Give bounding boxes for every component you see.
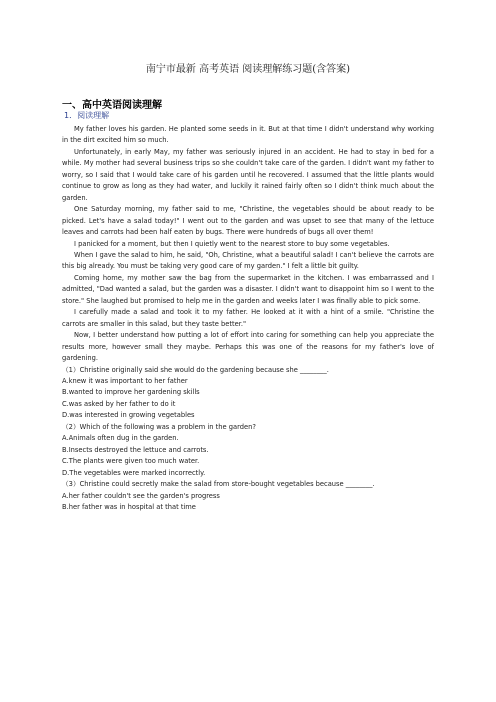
answer-option: B.Insects destroyed the lettuce and carrots. <box>62 445 209 454</box>
paragraph: Coming home, my mother saw the bag from the supermarket in the kitchen. I was embarrassed and I admitted, "Dad wanted a salad, but the garden was a disaster. I didn't want to disappoint him so I went to the store." She laughed but promised to help me in the garden and weeks later I was finally able to pick some. <box>62 273 434 305</box>
answer-option: C.The plants were given too much water. <box>62 457 200 466</box>
reading-body <box>62 124 434 513</box>
answer-option: D.was interested in growing vegetables <box>62 411 195 420</box>
answer-option: A.knew it was important to her father <box>62 376 188 385</box>
paragraph: Unfortunately, in early May, my father was seriously injured in an accident. He had to stay in bed for a while. My mother had several business trips so she couldn't take care of the garden. I didn't want my father to worry, so I said that I would take care of his garden until he recovered. I assumed that the little plants would continue to grow as long as they had water, and luckily it rained fairly often so I didn't think much about the garden. <box>62 147 434 202</box>
question-number: 1．阅读理解 <box>64 111 110 120</box>
question-stem: （1）Christine originally said she would do the gardening because she ________. <box>62 365 329 374</box>
answer-option: A.her father couldn't see the garden's progress <box>62 491 220 500</box>
answer-option: B.her father was in hospital at that time <box>62 502 196 511</box>
paragraph: One Saturday morning, my father said to me, "Christine, the vegetables should be about ready to be picked. Let's have a salad today!" I went out to the garden and was upset to see that many of the lettuce leaves and carrots had been half eaten by bugs. There were hundreds of bugs all over them! <box>62 205 434 237</box>
answer-option: A.Animals often dug in the garden. <box>62 434 179 443</box>
section-heading: 一、高中英语阅读理解 <box>62 100 162 111</box>
question-stem: （3）Christine could secretly make the salad from store-bought vegetables because ________. <box>62 480 375 489</box>
answer-option: D.The vegetables were marked incorrectly. <box>62 468 206 477</box>
document-title: 南宁市最新 高考英语 阅读理解练习题(含答案) <box>145 64 351 75</box>
answer-option: C.was asked by her father to do it <box>62 399 176 408</box>
answer-option: B.wanted to improve her gardening skills <box>62 388 200 397</box>
paragraph: My father loves his garden. He planted some seeds in it. But at that time I didn't understand why working in the dirt excited him so much. <box>62 125 434 145</box>
paragraph: I carefully made a salad and took it to my father. He looked at it with a hint of a smile. "Christine the carrots are smaller in this salad, but they taste better." <box>62 308 434 328</box>
question-stem: （2）Which of the following was a problem in the garden? <box>62 422 256 431</box>
paragraph: Now, I better understand how putting a lot of effort into caring for something can help you appreciate the results more, however small they maybe. Perhaps this was one of the reasons for my father's love of gardening. <box>62 331 434 363</box>
paragraph: When I gave the salad to him, he said, "Oh, Christine, what a beautiful salad! I can't believe the carrots are this big already. You must be taking very good care of my garden." I felt a little bit guilty. <box>62 250 434 271</box>
paragraph: I panicked for a moment, but then I quietly went to the nearest store to buy some vegetables. <box>74 239 390 248</box>
